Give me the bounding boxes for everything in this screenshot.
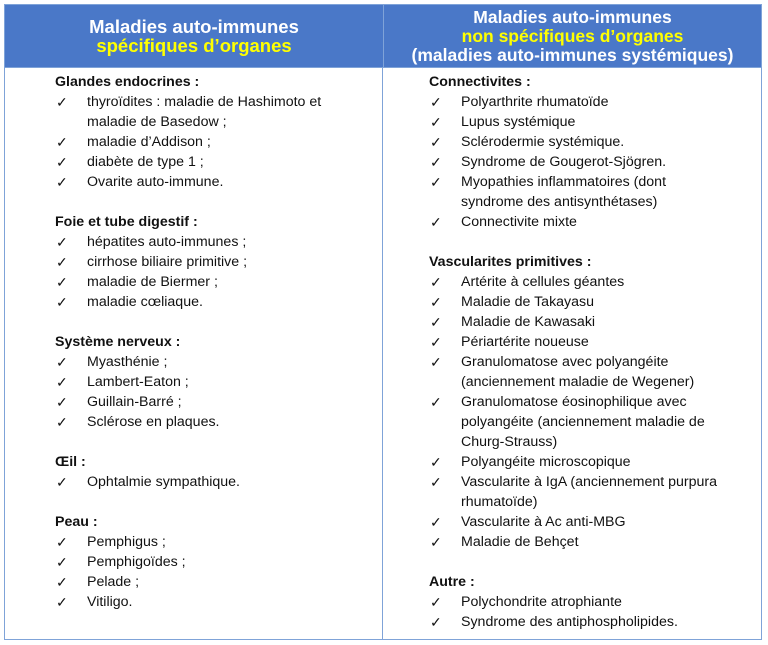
header-left-line1: Maladies auto-immunes bbox=[89, 16, 299, 37]
item-text: Syndrome des antiphospholipides. bbox=[461, 614, 678, 630]
section bbox=[55, 72, 382, 192]
item-text: Pemphigoïdes ; bbox=[87, 554, 186, 570]
organ-specific-column bbox=[5, 68, 383, 640]
systemic-column bbox=[383, 68, 761, 640]
checkmark-icon: ✓ bbox=[430, 274, 442, 290]
checkmark-icon: ✓ bbox=[56, 594, 68, 610]
list-item bbox=[429, 612, 761, 632]
item-text: polyangéite (anciennement maladie de bbox=[461, 414, 705, 430]
item-text: maladie cœliaque. bbox=[87, 294, 203, 310]
list-item bbox=[55, 272, 382, 292]
section bbox=[429, 72, 761, 232]
checkmark-icon: ✓ bbox=[56, 294, 68, 310]
list-item bbox=[55, 372, 382, 392]
item-text: cirrhose biliaire primitive ; bbox=[87, 254, 248, 270]
list-item bbox=[55, 572, 382, 592]
list-item bbox=[429, 292, 761, 312]
list-item bbox=[429, 532, 761, 552]
checkmark-icon: ✓ bbox=[430, 294, 442, 310]
item-text: Syndrome de Gougerot-Sjögren. bbox=[461, 154, 667, 170]
item-text: maladie d’Addison ; bbox=[87, 134, 211, 150]
checkmark-icon: ✓ bbox=[430, 454, 442, 470]
checkmark-icon: ✓ bbox=[430, 114, 442, 130]
checkmark-icon: ✓ bbox=[56, 574, 68, 590]
item-text: Ovarite auto-immune. bbox=[87, 174, 224, 190]
item-text: Vitiligo. bbox=[87, 594, 133, 610]
list-item bbox=[429, 592, 761, 612]
header-organ-specific bbox=[5, 5, 384, 67]
list-item bbox=[55, 92, 382, 132]
section bbox=[55, 332, 382, 432]
checkmark-icon: ✓ bbox=[56, 414, 68, 430]
item-text: Sclérose en plaques. bbox=[87, 414, 220, 430]
item-text: Polyangéite microscopique bbox=[461, 454, 631, 470]
list-item bbox=[55, 552, 382, 572]
section bbox=[429, 252, 761, 552]
list-item bbox=[429, 172, 761, 212]
item-text: Périartérite noueuse bbox=[461, 334, 589, 350]
checkmark-icon: ✓ bbox=[430, 154, 442, 170]
section bbox=[55, 212, 382, 312]
list-item bbox=[429, 112, 761, 132]
list-item bbox=[429, 272, 761, 292]
checkmark-icon: ✓ bbox=[56, 474, 68, 490]
list-item bbox=[55, 232, 382, 252]
item-text: Vascularite à Ac anti-MBG bbox=[461, 514, 626, 530]
checkmark-icon: ✓ bbox=[430, 474, 442, 490]
list-item bbox=[429, 352, 761, 392]
checkmark-icon: ✓ bbox=[56, 234, 68, 250]
item-text: Pemphigus ; bbox=[87, 534, 166, 550]
item-text: Granulomatose éosinophilique avec bbox=[461, 394, 687, 410]
item-text: Churg-Strauss) bbox=[461, 434, 558, 450]
checkmark-icon: ✓ bbox=[56, 554, 68, 570]
list-item bbox=[55, 392, 382, 412]
section bbox=[429, 572, 761, 632]
list-item bbox=[55, 292, 382, 312]
checkmark-icon: ✓ bbox=[56, 134, 68, 150]
checkmark-icon: ✓ bbox=[56, 394, 68, 410]
item-text: Lupus systémique bbox=[461, 114, 576, 130]
header-right-line1: Maladies auto-immunes bbox=[473, 6, 672, 27]
list-item bbox=[55, 132, 382, 152]
list-item bbox=[429, 152, 761, 172]
section-title: Glandes endocrines : bbox=[55, 74, 200, 90]
header-right-line2: non spécifiques d’organes bbox=[461, 25, 684, 46]
list-item bbox=[429, 132, 761, 152]
list-item bbox=[55, 152, 382, 172]
list-item bbox=[429, 312, 761, 332]
section bbox=[55, 452, 382, 492]
item-text: Maladie de Takayasu bbox=[461, 294, 595, 310]
checkmark-icon: ✓ bbox=[430, 174, 442, 190]
checkmark-icon: ✓ bbox=[430, 394, 442, 410]
table-header bbox=[5, 5, 761, 68]
section-title: Connectivites : bbox=[429, 74, 531, 90]
list-item bbox=[55, 472, 382, 492]
list-item bbox=[429, 512, 761, 532]
section-title: Foie et tube digestif : bbox=[55, 214, 198, 230]
item-text: Granulomatose avec polyangéite bbox=[461, 354, 669, 370]
list-item bbox=[429, 332, 761, 352]
list-item bbox=[429, 212, 761, 232]
section-title: Système nerveux : bbox=[55, 334, 181, 350]
list-item bbox=[429, 392, 761, 452]
item-text: Pelade ; bbox=[87, 574, 140, 590]
section-title: Peau : bbox=[55, 514, 98, 530]
checkmark-icon: ✓ bbox=[430, 334, 442, 350]
item-text: Maladie de Kawasaki bbox=[461, 314, 596, 330]
section-title: Vascularites primitives : bbox=[429, 254, 592, 270]
list-item bbox=[55, 592, 382, 612]
section bbox=[55, 512, 382, 612]
item-text: Artérite à cellules géantes bbox=[461, 274, 625, 290]
item-text: Myopathies inflammatoires (dont bbox=[461, 174, 667, 190]
section-title: Autre : bbox=[429, 574, 475, 590]
checkmark-icon: ✓ bbox=[56, 154, 68, 170]
checkmark-icon: ✓ bbox=[430, 314, 442, 330]
item-text: Guillain-Barré ; bbox=[87, 394, 182, 410]
list-item bbox=[55, 252, 382, 272]
list-item bbox=[429, 452, 761, 472]
list-item bbox=[55, 352, 382, 372]
header-left-line2: spécifiques d’organes bbox=[96, 35, 292, 56]
checkmark-icon: ✓ bbox=[56, 534, 68, 550]
item-text: Sclérodermie systémique. bbox=[461, 134, 625, 150]
checkmark-icon: ✓ bbox=[430, 94, 442, 110]
item-text: maladie de Biermer ; bbox=[87, 274, 218, 290]
item-text: Myasthénie ; bbox=[87, 354, 168, 370]
item-text: (anciennement maladie de Wegener) bbox=[461, 374, 695, 390]
header-right-line3: (maladies auto-immunes systémiques) bbox=[411, 44, 734, 65]
header-systemic bbox=[384, 5, 761, 67]
table-body bbox=[5, 68, 761, 640]
disease-table bbox=[4, 4, 762, 640]
checkmark-icon: ✓ bbox=[56, 274, 68, 290]
list-item bbox=[55, 412, 382, 432]
list-item bbox=[429, 92, 761, 112]
list-item bbox=[429, 472, 761, 512]
item-text: hépatites auto-immunes ; bbox=[87, 234, 247, 250]
section-title: Œil : bbox=[55, 454, 86, 470]
checkmark-icon: ✓ bbox=[430, 594, 442, 610]
checkmark-icon: ✓ bbox=[430, 514, 442, 530]
checkmark-icon: ✓ bbox=[430, 354, 442, 370]
item-text: Vascularite à IgA (anciennement purpura bbox=[461, 474, 718, 490]
checkmark-icon: ✓ bbox=[56, 254, 68, 270]
checkmark-icon: ✓ bbox=[56, 174, 68, 190]
checkmark-icon: ✓ bbox=[430, 134, 442, 150]
checkmark-icon: ✓ bbox=[430, 614, 442, 630]
item-text: rhumatoïde) bbox=[461, 494, 538, 510]
list-item bbox=[55, 172, 382, 192]
item-text: Lambert-Eaton ; bbox=[87, 374, 189, 390]
item-text: diabète de type 1 ; bbox=[87, 154, 204, 170]
checkmark-icon: ✓ bbox=[430, 534, 442, 550]
item-text: Polyarthrite rhumatoïde bbox=[461, 94, 609, 110]
item-text: Maladie de Behçet bbox=[461, 534, 579, 550]
checkmark-icon: ✓ bbox=[56, 94, 68, 110]
item-text: maladie de Basedow ; bbox=[87, 114, 227, 130]
checkmark-icon: ✓ bbox=[430, 214, 442, 230]
item-text: Polychondrite atrophiante bbox=[461, 594, 622, 610]
item-text: Ophtalmie sympathique. bbox=[87, 474, 240, 490]
item-text: thyroïdites : maladie de Hashimoto et bbox=[87, 94, 322, 110]
checkmark-icon: ✓ bbox=[56, 354, 68, 370]
item-text: syndrome des antisynthétases) bbox=[461, 194, 658, 210]
item-text: Connectivite mixte bbox=[461, 214, 577, 230]
list-item bbox=[55, 532, 382, 552]
checkmark-icon: ✓ bbox=[56, 374, 68, 390]
